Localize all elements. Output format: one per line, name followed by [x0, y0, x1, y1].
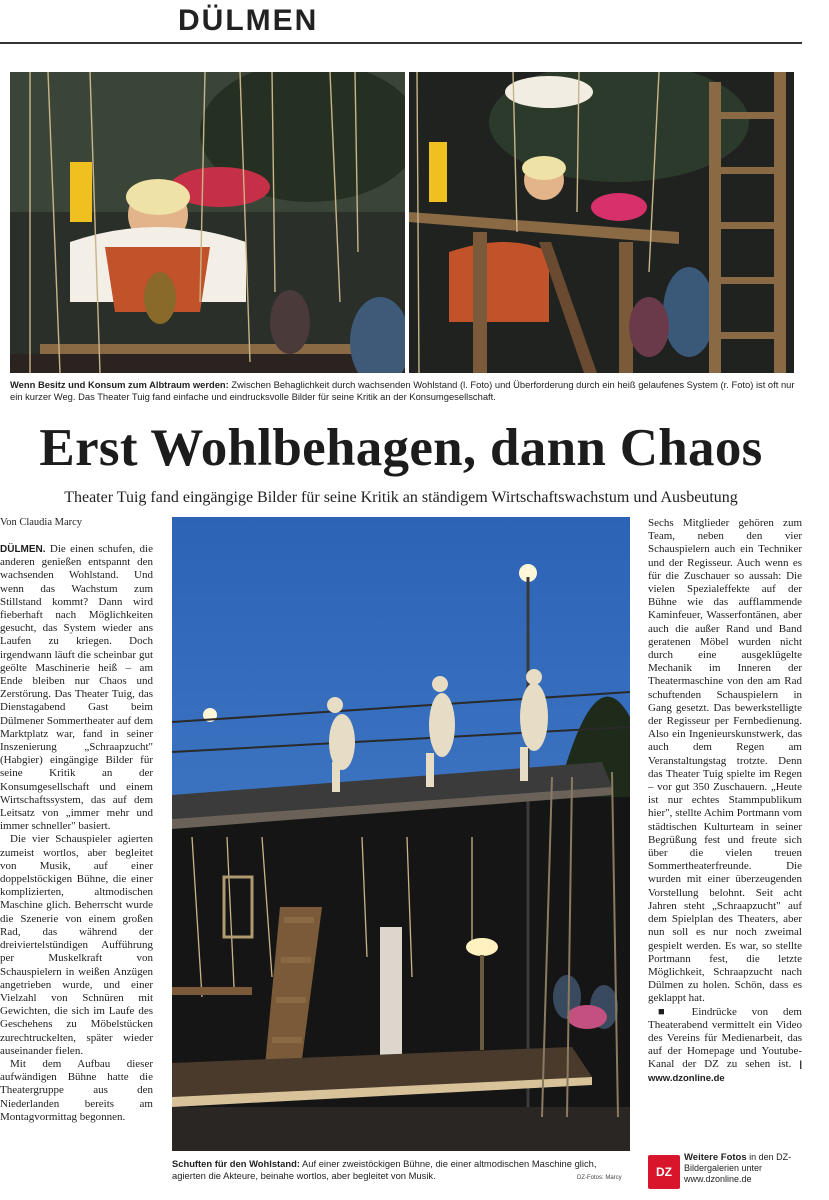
subheadline: Theater Tuig fand eingängige Bilder für seine Kritik an ständigem Wirtschaftswachstum und Ausbeutung [64, 489, 738, 506]
photo-main-stage [172, 517, 630, 1151]
top-caption-text: Zwischen Behaglichkeit durch wachsenden Wohlstand (l. Foto) und Überforderung durch ein heiß gelaufenes System (r. Foto) ist oft nur ein kurzer Weg. Das Theater Tuig fand einfache und eindrucksvolle Bilder für seine Kritik an der Konsumgesellschaft. [10, 379, 795, 402]
article-paragraph: Sechs Mitglieder gehören zum Team, neben den vier Schauspielern auch ein Techniker und der Regisseur. Auch wenn es für die Zuschauer so aussah: Die vielen Spezialeffekte auf der Bühne wie das aufflammende Kaminfeuer, Wasserfontänen, aber auch die außer Rand und Band geratenen Möbel wurden nicht durch eine ausgeklügelte Mechanik im Inneren der Theatermaschine von den am Rad schuftenden Schauspielern in Gang gesetzt. Das bewerkstelligte der Regisseur per Fernbedienung. Also ein Ingenieurskunstwerk, das auch dem Regen am Veranstaltungstag trotzte. Denn das Theater Tuig spielte im Regen – vor gut 350 Zuschauern. „Heute ist nur echtes Stammpublikum hier", stellte Achim Portmann vom städtischen Kulturteam in seiner Begrüßung fest und freute sich über die vielen treuen Sommertheaterfreunde. Die wurden mit einer überzeugenden Vorstellung belohnt. Seit acht Jahren steht „Schraapzucht" auf dem Spielplan des Theaters, aber nun soll es nur noch zweimal gespielt werden. Es war, so stellte Portmann fest, die letzte Möglichkeit, Schraapzucht nach Dülmen zu holen. Schön, dass es geklappt hat. [648, 517, 802, 1005]
more-photos-line: in den DZ-Bildergalerien unter [684, 1152, 792, 1173]
main-photo-caption [172, 1158, 630, 1182]
video-link[interactable]: | www.dzonline.de [648, 1059, 802, 1084]
top-photo-caption [10, 379, 802, 403]
video-note: ■ Eindrücke von dem Theaterabend vermittelt ein Video des Vereins für Medienarbeit, das auf der Homepage und Youtube-Kanal der DZ zu sehen ist. [648, 1005, 802, 1071]
gallery-camera-icon: DZ [648, 1155, 680, 1189]
more-photos-box[interactable] [648, 1152, 802, 1192]
dateline: DÜLMEN. [0, 544, 46, 555]
article-paragraph [648, 1006, 802, 1085]
article-column-left [0, 543, 153, 1149]
article-paragraph: Mit dem Aufbau dieser aufwändigen Bühne hatte die Theatergruppe aus den Niederlanden bereits am Montagvormittag begonnen. [0, 1057, 153, 1123]
article-paragraph: Die vier Schauspieler agierten zumeist wortlos, aber begleitet von Musik, auf einer doppelstöckigen Bühne, die einer komplizierten, altmodischen Maschine glich. Beherrscht wurde die Szenerie von einem großen Rad, das während der dreiviertelstündigen Aufführung per Muskelkraft von Schauspielern in weißen Anzügen angetrieben wurde, und einer Vielzahl von Schnüren mit Gewichten, die sich im Laufe des Geschehens zu Möbelstücken zurechtruckelten, später wieder auseinander fielen. [0, 833, 153, 1057]
article-paragraph-text: Die einen schufen, die anderen genießen entspannt den wachsenden Wohlstand. Und wenn das Wachstum zum Stillstand kommt? Dann wird fieberhaft nach Möglichkeiten gesucht, das System wieder ans Laufen zu kriegen. Doch irgendwann läuft die scheinbar gut geölte Maschinerie heiß – am Ende bleiben nur Chaos und Zerstörung. Das Theater Tuig, das Dienstagabend Gast beim Dülmener Sommertheater auf dem Marktplatz war, fand in seiner Inszenierung „Schraapzucht" (Habgier) eingängige Bilder für seine Kritik an der Konsumgesellschaft und einem Wirtschaftssystem, das auf dem Leitsatz von „immer mehr und immer schneller" basiert. [0, 543, 153, 833]
main-caption-lead: Schuften für den Wohlstand: [172, 1158, 300, 1169]
section-title: DÜLMEN [178, 4, 319, 37]
top-caption-lead: Wenn Besitz und Konsum zum Albtraum werden: [10, 379, 229, 390]
more-photos-text [684, 1152, 802, 1185]
more-photos-title: Weitere Fotos [684, 1152, 747, 1163]
photo-left [10, 72, 405, 373]
photo-main-stage-art [172, 517, 630, 1151]
article-column-right [648, 517, 802, 1147]
section-rule [0, 42, 802, 44]
headline: Erst Wohlbehagen, dann Chaos [39, 419, 763, 477]
byline: Von Claudia Marcy [0, 517, 83, 528]
photo-left-art [10, 72, 405, 373]
photo-right [409, 72, 794, 373]
main-caption-text: Auf einer zweistöckigen Bühne, die einer altmodischen Maschine glich, agierten die Akteure, beinahe wortlos, aber begleitet von Musik. [172, 1158, 597, 1181]
photo-credit: DZ-Fotos: Marcy [577, 1175, 622, 1181]
more-photos-url[interactable]: www.dzonline.de [684, 1174, 752, 1184]
article-paragraph [0, 543, 153, 833]
photo-right-art [409, 72, 794, 373]
